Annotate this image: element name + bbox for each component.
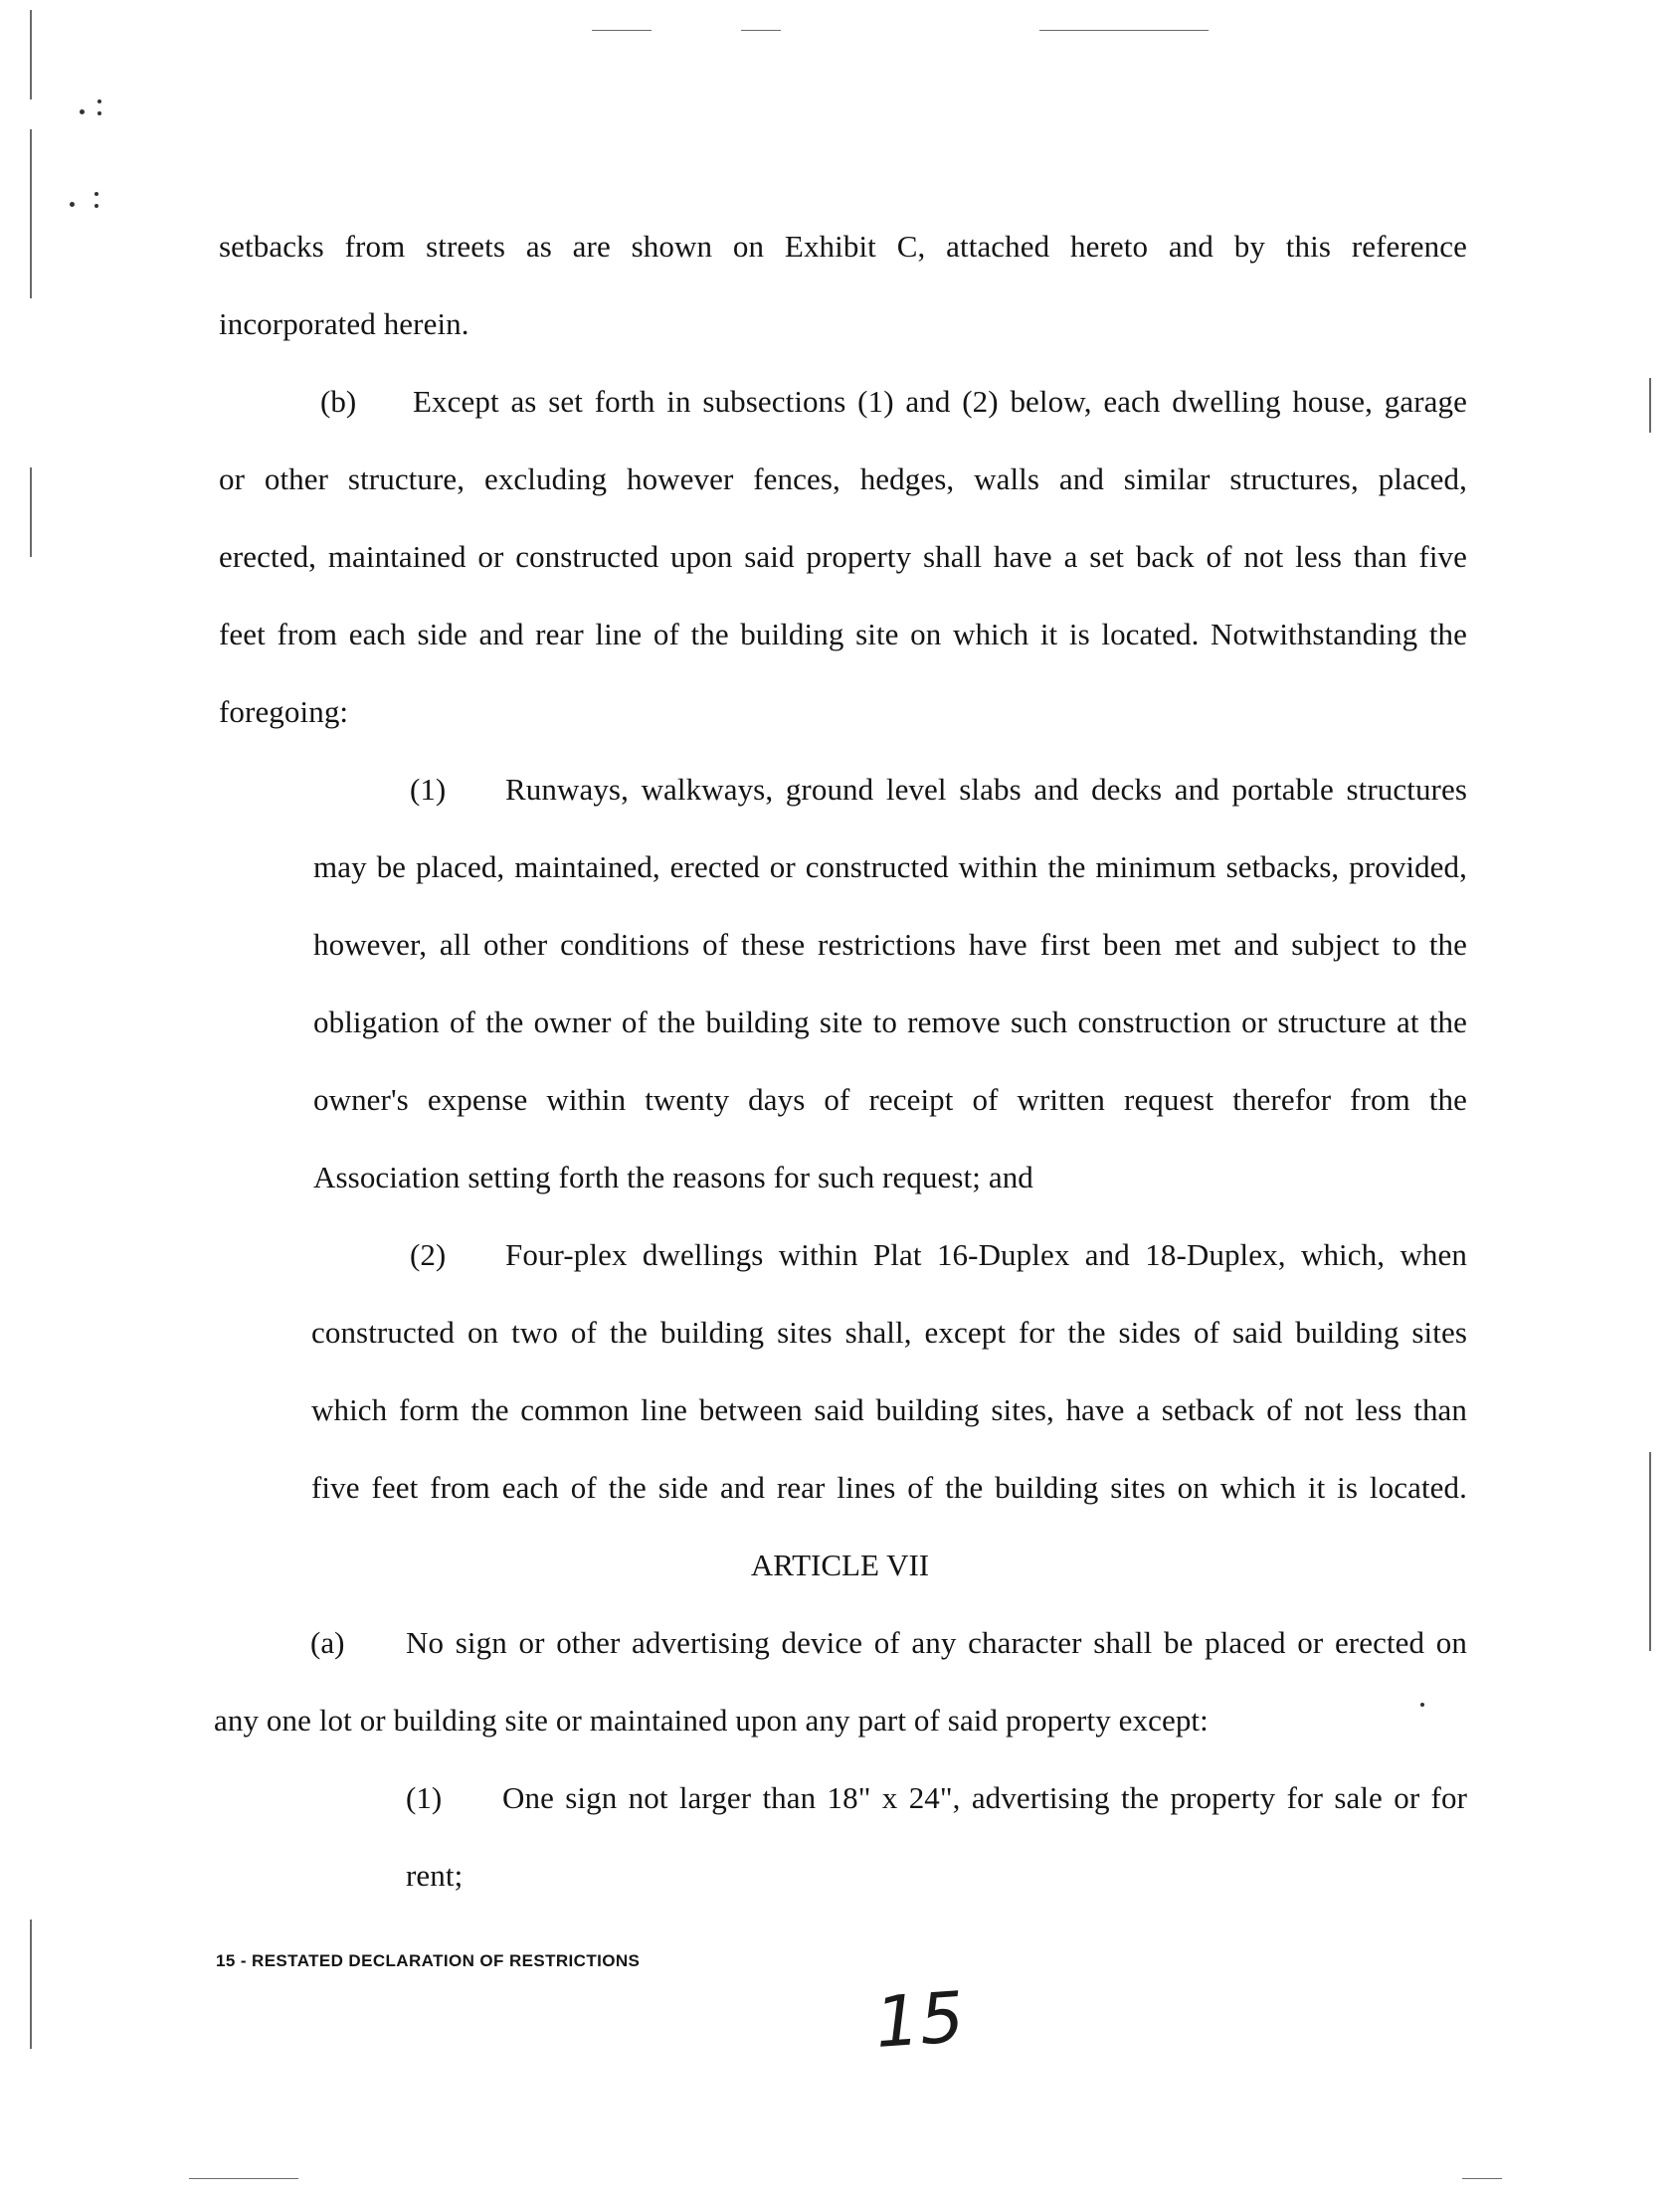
paragraph-line: Runways, walkways, ground level slabs and decks and portable structures bbox=[505, 772, 1467, 807]
scan-top-line bbox=[1039, 30, 1209, 31]
paragraph-line: however, all other conditions of these restrictions have first been met and subject to the bbox=[313, 927, 1467, 962]
scan-speck bbox=[94, 192, 98, 196]
article-heading: ARTICLE VII bbox=[750, 1548, 930, 1582]
paragraph-line: erected, maintained or constructed upon said property shall have a set back of not less than five bbox=[219, 539, 1467, 574]
paragraph-line: five feet from each of the side and rear lines of the building sites on which it is located. bbox=[311, 1470, 1467, 1505]
scan-top-line bbox=[592, 30, 652, 31]
paragraph-line: One sign not larger than 18" x 24", advertising the property for sale or for bbox=[502, 1780, 1467, 1815]
paragraph-line: No sign or other advertising device of any character shall be placed or erected on bbox=[406, 1625, 1467, 1660]
scan-edge-mark bbox=[30, 467, 32, 557]
scan-edge-mark bbox=[30, 129, 32, 298]
scan-edge-mark bbox=[30, 1920, 32, 2049]
paragraph-line: rent; bbox=[406, 1858, 464, 1893]
paragraph-line: foregoing: bbox=[219, 694, 349, 729]
paragraph-line: owner's expense within twenty days of receipt of written request therefor from the bbox=[313, 1082, 1467, 1117]
paragraph-line: may be placed, maintained, erected or constructed within the minimum setbacks, provided, bbox=[313, 849, 1467, 884]
paragraph-line: any one lot or building site or maintained upon any part of said property except: bbox=[214, 1703, 1209, 1738]
subsection-label: (b) bbox=[320, 384, 357, 419]
subsection-label: (1) bbox=[410, 772, 447, 807]
scan-speck bbox=[1420, 1703, 1424, 1707]
paragraph-line: obligation of the owner of the building site to remove such construction or structure at the bbox=[313, 1005, 1467, 1039]
subsection-label: (1) bbox=[406, 1780, 443, 1815]
scan-edge-mark bbox=[1649, 378, 1651, 433]
scan-top-line bbox=[741, 30, 781, 31]
paragraph-line: Except as set forth in subsections (1) and (2) below, each dwelling house, garage bbox=[413, 384, 1467, 419]
paragraph-line: Association setting forth the reasons for such request; and bbox=[313, 1160, 1033, 1194]
handwritten-page-number: 15 bbox=[872, 1975, 967, 2065]
scan-speck bbox=[80, 109, 85, 114]
scan-edge-mark bbox=[30, 10, 32, 99]
paragraph-line: Four-plex dwellings within Plat 16-Duplex and 18-Duplex, which, when bbox=[505, 1237, 1467, 1272]
subsection-label: (2) bbox=[410, 1237, 447, 1272]
subsection-label: (a) bbox=[310, 1625, 345, 1660]
paragraph-line: which form the common line between said building sites, have a setback of not less than bbox=[311, 1392, 1467, 1427]
document-footer: 15 - RESTATED DECLARATION OF RESTRICTIONS bbox=[216, 1951, 641, 1970]
scan-speck bbox=[70, 202, 75, 207]
scan-bottom-line bbox=[1462, 2178, 1502, 2179]
paragraph-line: feet from each side and rear line of the building site on which it is located. Notwithstanding the bbox=[219, 617, 1467, 651]
paragraph-line: or other structure, excluding however fences, hedges, walls and similar structures, placed, bbox=[219, 461, 1467, 496]
paragraph-line: incorporated herein. bbox=[219, 306, 469, 341]
paragraph-line: constructed on two of the building sites shall, except for the sides of said building sites bbox=[311, 1315, 1467, 1350]
scan-speck bbox=[97, 99, 101, 103]
scan-speck bbox=[94, 204, 98, 208]
paragraph-line: setbacks from streets as are shown on Exhibit C, attached hereto and by this reference bbox=[219, 229, 1467, 264]
scan-speck bbox=[97, 111, 101, 115]
scan-bottom-line bbox=[189, 2178, 298, 2179]
